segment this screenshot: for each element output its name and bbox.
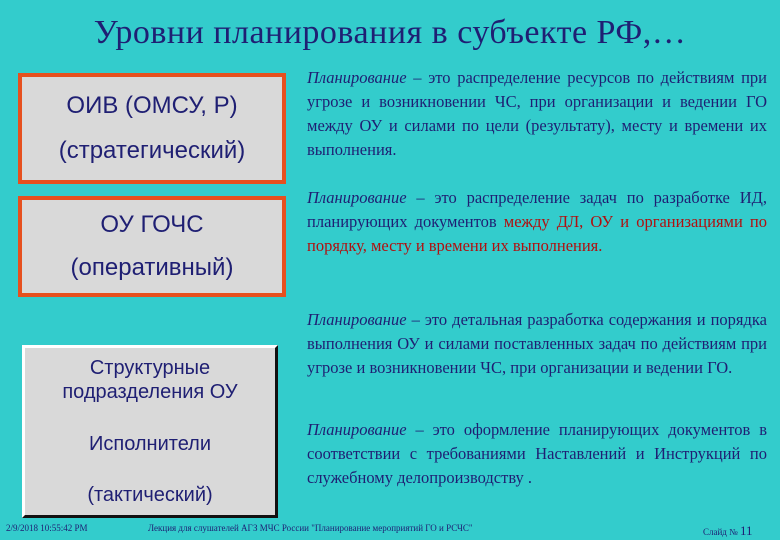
level-tactical-executors: Исполнители	[88, 432, 211, 455]
definition-text: – это оформление планирующих документов в соответствии с требованиями Наставлений и Инструкций по служебному делопроизводству .	[307, 420, 767, 487]
definition-term: Планирование	[307, 310, 407, 329]
slide-title: Уровни планирования в субъекте РФ,…	[93, 14, 687, 51]
level-box-strategic	[18, 73, 286, 184]
footer-date: 2/9/2018 10:55:42 PM	[6, 523, 88, 533]
definition-term: Планирование	[307, 420, 407, 439]
level-operational-label: (оперативный)	[70, 253, 234, 281]
definition-strategic	[307, 66, 767, 162]
definition-term: Планирование	[307, 68, 407, 87]
definition-text: – это распределение задач по разработке ИД, планирующих документов	[307, 188, 767, 231]
slide-number: 11	[739, 523, 753, 538]
definition-text-highlight: между ДЛ, ОУ и организациями по порядку, месту и времени их выполнения.	[307, 212, 768, 255]
level-strategic-org: ОИВ (ОМСУ, Р)	[66, 91, 238, 119]
definition-text: – это детальная разработка содержания и порядка выполнения ОУ и силами поставленных задач по действиям при угрозе и возникновении ЧС, при организации и ведении ГО.	[307, 310, 767, 377]
level-tactical-org: Структурные подразделения ОУ	[62, 357, 238, 403]
definition-documents	[307, 418, 767, 490]
level-operational-org: ОУ ГОЧС	[100, 211, 204, 239]
definition-operational	[307, 186, 767, 258]
footer-lecture: Лекция для слушателей АГЗ МЧС России "Планирование мероприятий ГО и РСЧС"	[148, 523, 473, 533]
level-box-operational	[18, 196, 286, 297]
definition-text: – это распределение ресурсов по действиям при угрозе и возникновении ЧС, при организации и ведении ГО между ОУ и силами по цели (результату), месту и времени их выполнения.	[307, 68, 767, 159]
level-tactical-label: (тактический)	[87, 484, 213, 506]
level-box-tactical	[22, 345, 278, 518]
footer-slide-number	[703, 523, 753, 539]
slide-label: Слайд №	[703, 527, 738, 537]
definition-tactical	[307, 308, 767, 380]
level-strategic-label: (стратегический)	[58, 137, 246, 165]
definition-term: Планирование	[307, 188, 407, 207]
